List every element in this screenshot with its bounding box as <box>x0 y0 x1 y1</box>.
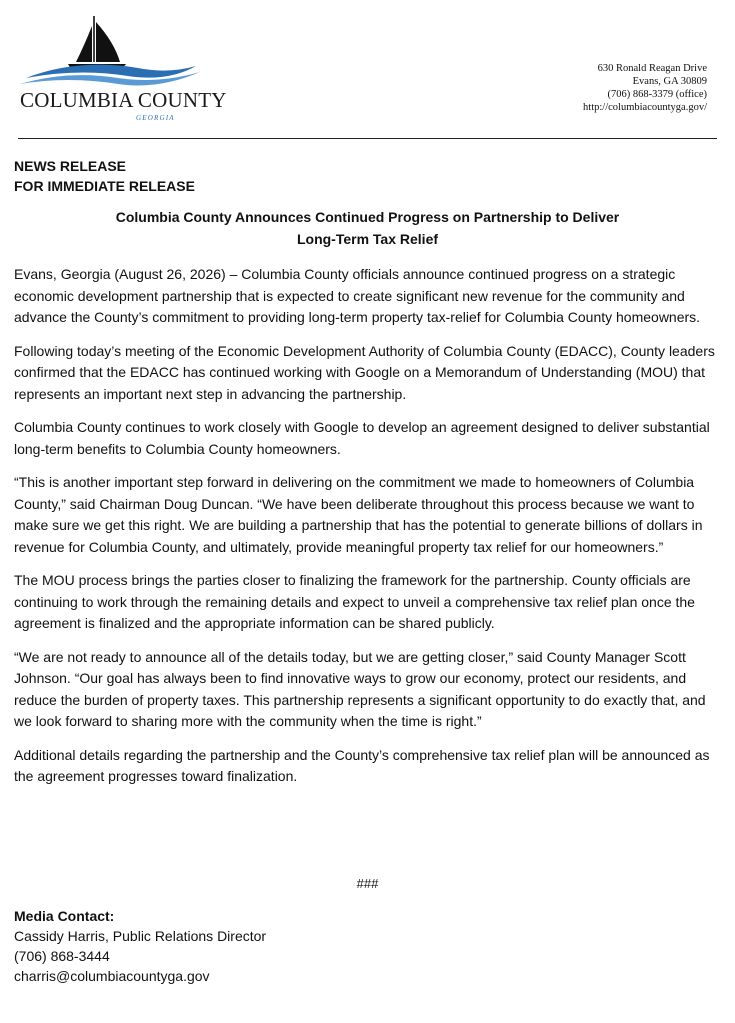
media-contact <box>14 906 266 986</box>
contact-name: Cassidy Harris, Public Relations Director <box>14 928 267 944</box>
contact-phone: (706) 868-3444 <box>14 948 110 964</box>
header-divider <box>18 138 717 139</box>
address-city: Evans, GA 30809 <box>632 76 707 87</box>
logo-wordmark: COLUMBIA COUNTY <box>20 88 227 112</box>
paragraph: Columbia County continues to work closely with Google to develop an agreement designed to deliver substantial long-term benefits to Columbia County homeowners. <box>14 419 710 457</box>
paragraph: “We are not ready to announce all of the details today, but we are getting closer,” said County Manager Scott Johnson. “Our goal has always been to find innovative ways to grow our economy, protect our residents, and reduce the burden of property taxes. This partnership represents a significant opportunity to do exactly that, and we look forward to sharing more with the community when the time is right.” <box>14 648 706 729</box>
release-label <box>14 156 195 196</box>
media-contact-heading: Media Contact: <box>14 908 115 924</box>
end-mark: ### <box>356 876 379 891</box>
contact-email: charris@columbiacountyga.gov <box>14 968 210 984</box>
address-street: 630 Ronald Reagan Drive <box>597 63 707 74</box>
paragraph: Evans, Georgia (August 26, 2026) – Columbia County officials announce continued progress on a strategic economic development partnership that is expected to create significant new revenue for the community and advance the County’s commitment to providing long-term property tax-relief for Columbia County homeowners. <box>14 266 701 325</box>
paragraph: Additional details regarding the partnership and the County’s comprehensive tax relief plan will be announced as the agreement progresses toward finalization. <box>14 746 710 784</box>
headline-line-1: Columbia County Announces Continued Progress on Partnership to Deliver <box>115 209 620 225</box>
paragraph: The MOU process brings the parties closer to finalizing the framework for the partnership. County officials are continuing to work through the remaining details and expect to unveil a comprehensive tax relief plan once the agreement is finalized and the appropriate information can be shared publicly. <box>14 572 695 631</box>
logo-state: GEORGIA <box>136 114 175 122</box>
release-timing: FOR IMMEDIATE RELEASE <box>14 178 195 194</box>
page-title <box>0 206 735 250</box>
paragraph: “This is another important step forward in delivering on the commitment we made to homeowners of Columbia County,” said Chairman Doug Duncan. “We have been deliberate throughout this process because we want to make sure we get this right. We are building a partnership that has the potential to generate billions of dollars in revenue for Columbia County, and ultimately, provide meaningful property tax relief for our homeowners.” <box>14 474 703 555</box>
paragraph: Following today’s meeting of the Economic Development Authority of Columbia County (EDACC), County leaders confirmed that the EDACC has continued working with Google on a Memorandum of Understanding (MOU) that represents an important next step in advancing the partnership. <box>14 342 715 402</box>
address-phone: (706) 868-3379 (office) <box>607 89 707 100</box>
address-website: http://columbiacountyga.gov/ <box>583 102 707 113</box>
release-type: NEWS RELEASE <box>14 158 127 174</box>
county-logo <box>18 12 227 122</box>
sailboat-logo-icon <box>18 12 203 92</box>
headline-line-2: Long-Term Tax Relief <box>296 231 439 247</box>
release-body <box>14 264 722 800</box>
contact-address-block <box>583 62 707 114</box>
